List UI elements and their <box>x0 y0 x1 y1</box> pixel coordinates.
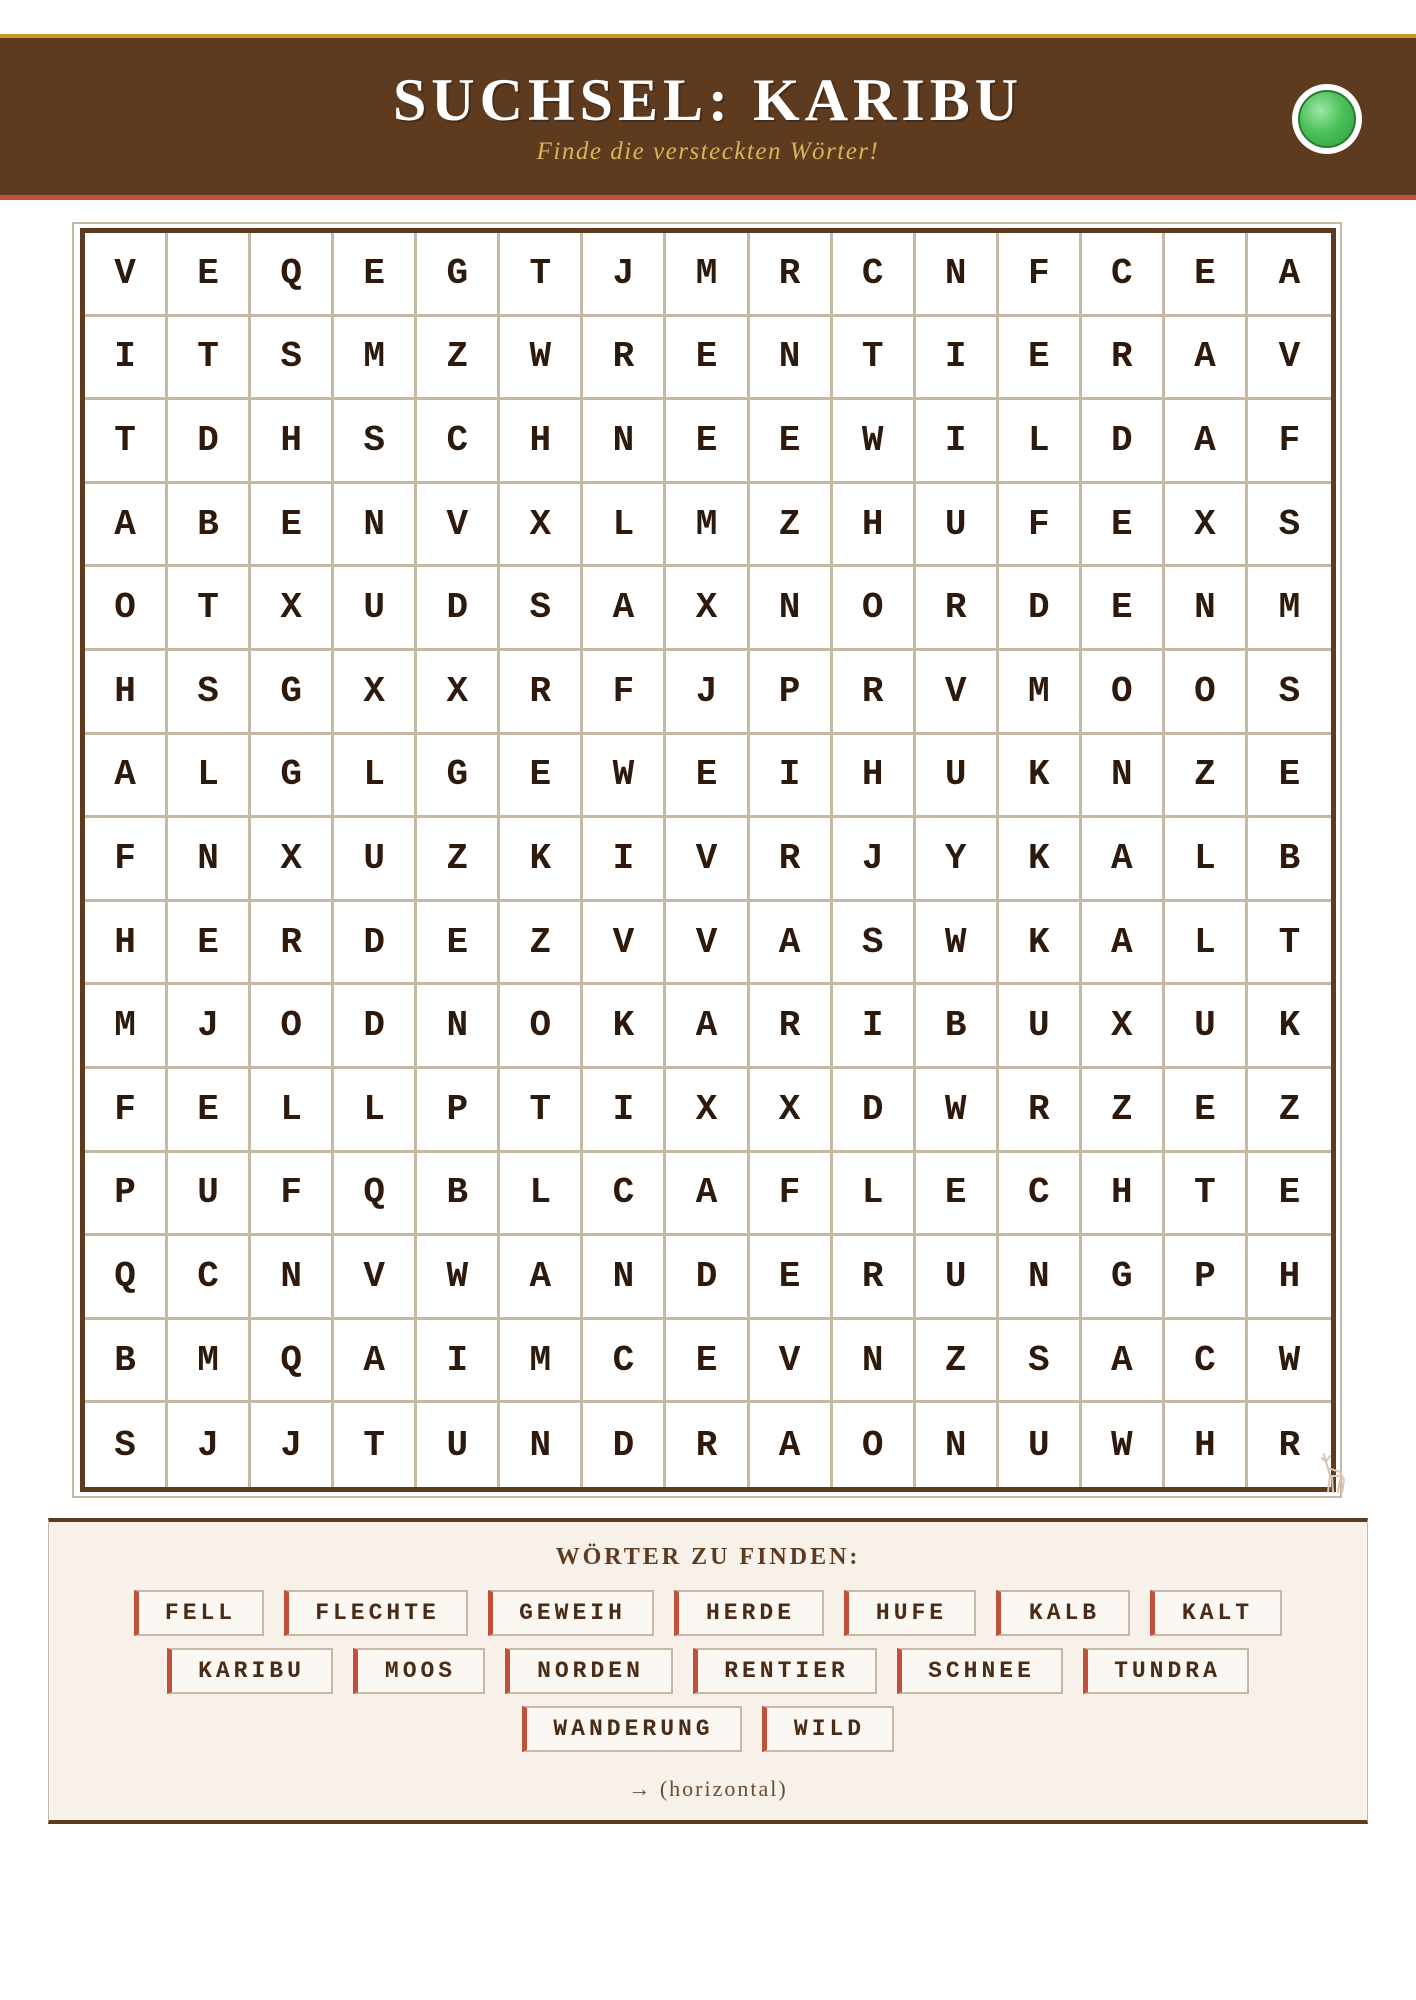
grid-cell[interactable]: S <box>85 1403 168 1487</box>
grid-cell[interactable]: R <box>999 1069 1082 1153</box>
grid-cell[interactable]: H <box>833 735 916 819</box>
word-tag[interactable]: SCHNEE <box>897 1648 1063 1694</box>
grid-cell[interactable]: X <box>1082 985 1165 1069</box>
grid-cell[interactable]: E <box>750 1236 833 1320</box>
grid-cell[interactable]: S <box>833 902 916 986</box>
grid-cell[interactable]: Q <box>251 233 334 317</box>
word-row <box>49 1590 1367 1636</box>
grid-cell[interactable]: U <box>168 1153 251 1237</box>
grid-cell[interactable]: X <box>417 651 500 735</box>
grid-cell[interactable]: R <box>750 233 833 317</box>
word-tag[interactable]: TUNDRA <box>1083 1648 1249 1694</box>
grid-cell[interactable]: H <box>85 651 168 735</box>
grid-cell[interactable]: C <box>999 1153 1082 1237</box>
grid-cell[interactable]: Z <box>417 317 500 401</box>
grid-cell[interactable]: K <box>500 818 583 902</box>
word-tag[interactable]: MOOS <box>353 1648 485 1694</box>
grid-cell[interactable]: H <box>251 400 334 484</box>
grid-cell[interactable]: A <box>334 1320 417 1404</box>
grid-cell[interactable]: H <box>833 484 916 568</box>
grid-cell[interactable]: A <box>1165 317 1248 401</box>
grid-cell[interactable]: E <box>1248 735 1331 819</box>
grid-cell[interactable]: G <box>417 735 500 819</box>
grid-cell[interactable]: G <box>251 735 334 819</box>
grid-cell[interactable]: H <box>1165 1403 1248 1487</box>
grid-cell[interactable]: J <box>251 1403 334 1487</box>
grid-cell[interactable]: R <box>583 317 666 401</box>
words-panel <box>48 1518 1368 1824</box>
grid-cell[interactable]: M <box>85 985 168 1069</box>
grid-cell[interactable]: Q <box>334 1153 417 1237</box>
grid-cell[interactable]: G <box>1082 1236 1165 1320</box>
grid-cell[interactable]: I <box>583 1069 666 1153</box>
grid-cell[interactable]: N <box>583 1236 666 1320</box>
grid-cell[interactable]: N <box>251 1236 334 1320</box>
word-row <box>49 1706 1367 1752</box>
grid-cell[interactable]: M <box>1248 567 1331 651</box>
word-tag[interactable]: KALT <box>1150 1590 1282 1636</box>
grid-cell[interactable]: U <box>417 1403 500 1487</box>
grid-cell[interactable]: D <box>583 1403 666 1487</box>
grid-cell[interactable]: T <box>85 400 168 484</box>
grid-cell[interactable]: V <box>666 902 749 986</box>
grid-cell[interactable]: S <box>1248 651 1331 735</box>
grid-cell[interactable]: P <box>1165 1236 1248 1320</box>
word-tag[interactable]: NORDEN <box>505 1648 673 1694</box>
grid-cell[interactable]: A <box>500 1236 583 1320</box>
grid-cell[interactable]: E <box>1165 233 1248 317</box>
grid-cell[interactable]: M <box>168 1320 251 1404</box>
grid-cell[interactable]: O <box>1082 651 1165 735</box>
grid-cell[interactable]: N <box>916 1403 999 1487</box>
grid-cell[interactable]: V <box>85 233 168 317</box>
grid-cell[interactable]: Z <box>1165 735 1248 819</box>
grid-cell[interactable]: I <box>916 317 999 401</box>
grid-cell[interactable]: O <box>833 1403 916 1487</box>
grid-cell[interactable]: T <box>1165 1153 1248 1237</box>
grid-cell[interactable]: N <box>999 1236 1082 1320</box>
grid-cell[interactable]: E <box>666 400 749 484</box>
grid-cell[interactable]: M <box>666 484 749 568</box>
words-heading: WÖRTER ZU FINDEN: <box>555 1544 861 1570</box>
grid-cell[interactable]: D <box>999 567 1082 651</box>
grid-cell[interactable]: C <box>583 1320 666 1404</box>
grid-cell[interactable]: T <box>833 317 916 401</box>
grid-cell[interactable]: D <box>417 567 500 651</box>
grid-cell[interactable]: D <box>334 985 417 1069</box>
grid-cell[interactable]: E <box>999 317 1082 401</box>
grid-cell[interactable]: W <box>417 1236 500 1320</box>
grid-cell[interactable]: A <box>85 735 168 819</box>
word-tag[interactable]: FLECHTE <box>284 1590 468 1636</box>
grid-cell[interactable]: B <box>85 1320 168 1404</box>
grid-cell[interactable]: B <box>417 1153 500 1237</box>
grid-cell[interactable]: L <box>168 735 251 819</box>
grid-cell[interactable]: X <box>750 1069 833 1153</box>
grid-cell[interactable]: N <box>500 1403 583 1487</box>
grid-cell[interactable]: E <box>666 1320 749 1404</box>
grid-cell[interactable]: Z <box>417 818 500 902</box>
word-tag[interactable]: FELL <box>134 1590 264 1636</box>
grid-cell[interactable]: U <box>999 1403 1082 1487</box>
grid-cell[interactable]: I <box>833 985 916 1069</box>
grid-cell[interactable]: N <box>916 233 999 317</box>
grid-cell[interactable]: M <box>999 651 1082 735</box>
grid-cell[interactable]: C <box>583 1153 666 1237</box>
grid-cell[interactable]: F <box>750 1153 833 1237</box>
grid-cell[interactable]: O <box>1165 651 1248 735</box>
grid-cell[interactable]: N <box>1165 567 1248 651</box>
grid-cell[interactable]: Y <box>916 818 999 902</box>
grid-cell[interactable]: F <box>85 1069 168 1153</box>
grid-cell[interactable]: U <box>916 735 999 819</box>
grid-cell[interactable]: H <box>1082 1153 1165 1237</box>
grid-cell[interactable]: M <box>500 1320 583 1404</box>
grid-cell[interactable]: E <box>666 735 749 819</box>
grid-cell[interactable]: V <box>417 484 500 568</box>
grid-cell[interactable]: N <box>750 567 833 651</box>
grid-cell[interactable]: I <box>85 317 168 401</box>
grid-cell[interactable]: B <box>168 484 251 568</box>
grid-cell[interactable]: E <box>168 1069 251 1153</box>
grid-cell[interactable]: P <box>750 651 833 735</box>
grid-cell[interactable]: X <box>1165 484 1248 568</box>
grid-cell[interactable]: Z <box>500 902 583 986</box>
grid-cell[interactable]: O <box>833 567 916 651</box>
grid-cell[interactable]: E <box>666 317 749 401</box>
grid-cell[interactable]: D <box>666 1236 749 1320</box>
grid-cell[interactable]: J <box>168 1403 251 1487</box>
grid-cell[interactable]: E <box>168 902 251 986</box>
word-tag[interactable]: RENTIER <box>693 1648 877 1694</box>
grid-cell[interactable]: N <box>1082 735 1165 819</box>
grid-cell[interactable]: I <box>750 735 833 819</box>
grid-cell[interactable]: R <box>1082 317 1165 401</box>
grid-cell[interactable]: S <box>1248 484 1331 568</box>
grid-cell[interactable]: W <box>833 400 916 484</box>
grid-cell[interactable]: K <box>583 985 666 1069</box>
grid-cell[interactable]: K <box>999 818 1082 902</box>
grid-cell[interactable]: Z <box>916 1320 999 1404</box>
grid-cell[interactable]: N <box>334 484 417 568</box>
grid-cell[interactable]: U <box>334 567 417 651</box>
grid-cell[interactable]: X <box>251 818 334 902</box>
grid-cell[interactable]: A <box>1165 400 1248 484</box>
grid-cell[interactable]: U <box>999 985 1082 1069</box>
grid-cell[interactable]: W <box>916 1069 999 1153</box>
word-tag[interactable]: HERDE <box>674 1590 824 1636</box>
grid-cell[interactable]: S <box>999 1320 1082 1404</box>
grid-cell[interactable]: E <box>417 902 500 986</box>
grid-cell[interactable]: E <box>1082 484 1165 568</box>
grid-cell[interactable]: E <box>750 400 833 484</box>
grid-cell[interactable]: T <box>168 317 251 401</box>
grid-cell[interactable]: H <box>1248 1236 1331 1320</box>
grid-cell[interactable]: D <box>168 400 251 484</box>
grid-cell[interactable]: R <box>500 651 583 735</box>
grid-cell[interactable]: J <box>666 651 749 735</box>
grid-cell[interactable]: T <box>500 1069 583 1153</box>
grid-cell[interactable]: J <box>833 818 916 902</box>
grid-cell[interactable]: Z <box>750 484 833 568</box>
grid-cell[interactable]: A <box>1082 902 1165 986</box>
grid-cell[interactable]: L <box>999 400 1082 484</box>
grid-cell[interactable]: C <box>1082 233 1165 317</box>
grid-cell[interactable]: R <box>833 1236 916 1320</box>
grid-cell[interactable]: J <box>583 233 666 317</box>
grid-cell[interactable]: V <box>334 1236 417 1320</box>
grid-cell[interactable]: E <box>916 1153 999 1237</box>
grid-cell[interactable]: P <box>85 1153 168 1237</box>
page-subtitle: Finde die versteckten Wörter! <box>536 138 880 165</box>
grid-cell[interactable]: B <box>916 985 999 1069</box>
grid-cell[interactable]: G <box>251 651 334 735</box>
direction-legend: → (horizontal) <box>628 1776 788 1801</box>
grid-cell[interactable]: O <box>85 567 168 651</box>
grid-cell[interactable]: S <box>251 317 334 401</box>
grid-cell[interactable]: C <box>833 233 916 317</box>
grid-cell[interactable]: F <box>251 1153 334 1237</box>
grid-cell[interactable]: A <box>1248 233 1331 317</box>
word-tag[interactable]: HUFE <box>844 1590 976 1636</box>
grid-cell[interactable]: M <box>334 317 417 401</box>
word-tag[interactable]: KARIBU <box>167 1648 333 1694</box>
grid-cell[interactable]: V <box>916 651 999 735</box>
grid-cell[interactable]: D <box>833 1069 916 1153</box>
grid-cell[interactable]: R <box>251 902 334 986</box>
grid-cell[interactable]: E <box>168 233 251 317</box>
grid-cell[interactable]: M <box>666 233 749 317</box>
grid-cell[interactable]: A <box>583 567 666 651</box>
grid-cell[interactable]: A <box>750 902 833 986</box>
grid-cell[interactable]: S <box>334 400 417 484</box>
grid-cell[interactable]: H <box>500 400 583 484</box>
grid-cell[interactable]: W <box>583 735 666 819</box>
grid-cell[interactable]: N <box>417 985 500 1069</box>
word-tag[interactable]: GEWEIH <box>488 1590 654 1636</box>
grid-cell[interactable]: A <box>1082 1320 1165 1404</box>
page-title: SUCHSEL: KARIBU <box>392 67 1024 133</box>
grid-cell[interactable]: E <box>500 735 583 819</box>
grid-cell[interactable]: X <box>500 484 583 568</box>
grid-cell[interactable]: E <box>1165 1069 1248 1153</box>
grid-cell[interactable]: F <box>583 651 666 735</box>
grid-cell[interactable]: K <box>999 902 1082 986</box>
grid-cell[interactable]: T <box>500 233 583 317</box>
grid-cell[interactable]: I <box>583 818 666 902</box>
grid-cell[interactable]: O <box>251 985 334 1069</box>
grid-cell[interactable]: T <box>334 1403 417 1487</box>
grid-cell[interactable]: V <box>1248 317 1331 401</box>
grid-cell[interactable]: C <box>1165 1320 1248 1404</box>
grid-cell[interactable]: L <box>334 1069 417 1153</box>
grid-cell[interactable]: L <box>1165 902 1248 986</box>
grid-cell[interactable]: N <box>583 400 666 484</box>
grid-cell[interactable]: L <box>583 484 666 568</box>
grid-cell[interactable]: V <box>750 1320 833 1404</box>
grid-cell[interactable]: U <box>334 818 417 902</box>
grid-cell[interactable]: V <box>583 902 666 986</box>
grid-cell[interactable]: Q <box>251 1320 334 1404</box>
green-circle-icon <box>1292 84 1362 154</box>
grid-cell[interactable]: K <box>1248 985 1331 1069</box>
grid-cell[interactable]: E <box>334 233 417 317</box>
grid-cell[interactable]: D <box>1082 400 1165 484</box>
grid-cell[interactable]: D <box>334 902 417 986</box>
grid-cell[interactable]: E <box>251 484 334 568</box>
grid-cell[interactable]: F <box>85 818 168 902</box>
grid-cell[interactable]: R <box>750 985 833 1069</box>
grid-cell[interactable]: T <box>168 567 251 651</box>
grid-cell[interactable]: L <box>1165 818 1248 902</box>
grid-cell[interactable]: L <box>500 1153 583 1237</box>
grid-cell[interactable]: B <box>1248 818 1331 902</box>
grid-cell[interactable]: C <box>168 1236 251 1320</box>
grid-cell[interactable]: Z <box>1248 1069 1331 1153</box>
grid-cell[interactable]: U <box>1165 985 1248 1069</box>
grid-cell[interactable]: A <box>85 484 168 568</box>
grid-cell[interactable]: W <box>1082 1403 1165 1487</box>
grid-cell[interactable]: R <box>666 1403 749 1487</box>
grid-cell[interactable]: E <box>1248 1153 1331 1237</box>
grid-cell[interactable]: X <box>334 651 417 735</box>
grid-cell[interactable]: L <box>833 1153 916 1237</box>
grid-cell[interactable]: F <box>999 233 1082 317</box>
grid-cell[interactable]: W <box>1248 1320 1331 1404</box>
grid-cell[interactable]: R <box>1278 1424 1301 1466</box>
grid-cell[interactable]: T <box>1248 902 1331 986</box>
grid-cell[interactable]: X <box>666 567 749 651</box>
letter-grid <box>80 228 1336 1492</box>
grid-cell[interactable]: S <box>168 651 251 735</box>
word-tag[interactable]: WILD <box>762 1706 894 1752</box>
grid-cell[interactable]: R <box>833 651 916 735</box>
grid-cell[interactable]: F <box>999 484 1082 568</box>
grid-cell[interactable]: A <box>666 985 749 1069</box>
grid-cell[interactable]: X <box>251 567 334 651</box>
grid-cell[interactable]: X <box>666 1069 749 1153</box>
grid-cell[interactable]: H <box>85 902 168 986</box>
grid-cell[interactable]: E <box>1082 567 1165 651</box>
grid-cell[interactable]: Z <box>1082 1069 1165 1153</box>
grid-cell[interactable]: R <box>750 818 833 902</box>
grid-cell[interactable]: O <box>500 985 583 1069</box>
grid-cell[interactable]: V <box>666 818 749 902</box>
grid-cell[interactable]: W <box>916 902 999 986</box>
grid-cell[interactable]: L <box>334 735 417 819</box>
grid-cell[interactable]: I <box>417 1320 500 1404</box>
grid-cell[interactable]: C <box>417 400 500 484</box>
grid-cell[interactable]: F <box>1248 400 1331 484</box>
grid-cell[interactable]: N <box>168 818 251 902</box>
grid-cell[interactable]: K <box>999 735 1082 819</box>
grid-cell[interactable]: Q <box>85 1236 168 1320</box>
grid-cell[interactable]: U <box>916 1236 999 1320</box>
grid-cell[interactable]: N <box>833 1320 916 1404</box>
grid-cell[interactable]: I <box>916 400 999 484</box>
grid-cell[interactable]: P <box>417 1069 500 1153</box>
grid-cell[interactable]: W <box>500 317 583 401</box>
grid-cell[interactable]: S <box>500 567 583 651</box>
grid-cell[interactable]: J <box>168 985 251 1069</box>
grid-cell[interactable]: L <box>251 1069 334 1153</box>
word-tag[interactable]: WANDERUNG <box>522 1706 742 1752</box>
grid-cell[interactable]: R <box>916 567 999 651</box>
header-banner <box>0 34 1416 200</box>
word-tag[interactable]: KALB <box>996 1590 1130 1636</box>
word-row <box>49 1648 1367 1694</box>
grid-cell[interactable]: U <box>916 484 999 568</box>
grid-cell[interactable]: A <box>750 1403 833 1487</box>
grid-cell[interactable]: G <box>417 233 500 317</box>
grid-cell[interactable]: A <box>1082 818 1165 902</box>
grid-cell[interactable]: N <box>750 317 833 401</box>
grid-cell[interactable]: A <box>666 1153 749 1237</box>
deer-icon <box>1312 1450 1354 1496</box>
